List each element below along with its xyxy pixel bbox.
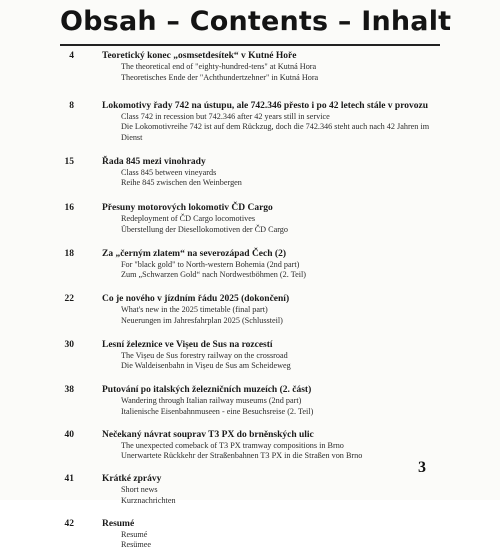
toc-page-number: 15 xyxy=(64,156,74,167)
toc-entry[interactable] xyxy=(0,429,500,462)
toc-page-number: 22 xyxy=(64,294,74,304)
toc-page-number: 41 xyxy=(64,474,74,484)
toc-translation: Zum „Schwarzen Gold“ nach Nordwestböhmen (2. Teil) xyxy=(121,270,307,279)
toc-translation: Class 742 in recession but 742.346 after 42 years still in service xyxy=(121,111,330,121)
toc-heading: Přesuny motorových lokomotiv ČD Cargo xyxy=(102,203,273,213)
toc-page-number: 18 xyxy=(64,248,74,259)
toc-entry[interactable] xyxy=(0,384,500,417)
toc-translation: Wandering through Italian railway museums (2nd part) xyxy=(121,396,302,405)
toc-entry[interactable] xyxy=(0,473,500,506)
toc-translation: Die Lokomotivreihe 742 ist auf dem Rückzug, doch die 742.346 steht auch nach 42 Jahren im Dienst xyxy=(121,122,430,142)
toc-page-number: 38 xyxy=(64,385,74,395)
toc-translation: The Vișeu de Sus forestry railway on the crossroad xyxy=(121,350,288,360)
toc-translation: Unerwartete Rückkehr der Straßenbahnen T3 PX in die Straßen von Brno xyxy=(121,451,363,460)
toc-entry[interactable] xyxy=(0,100,500,144)
toc-translation: Kurznachrichten xyxy=(121,495,176,505)
toc-heading: Teoretický konec „osmsetdesítek“ v Kutné Hoře xyxy=(102,51,297,61)
toc-translation: Redeployment of ČD Cargo locomotives xyxy=(121,214,256,223)
toc-heading: Nečekaný návrat souprav T3 PX do brněnských ulic xyxy=(102,429,314,440)
toc-translation: Überstellung der Diesellokomotiven der ČD Cargo xyxy=(121,224,288,234)
toc-translation: Reihe 845 zwischen den Weinbergen xyxy=(121,178,242,187)
toc-heading: Putování po italských železničních muzeích (2. část) xyxy=(102,385,312,395)
toc-page-number: 40 xyxy=(64,429,74,440)
toc-translation: What's new in the 2025 timetable (final part) xyxy=(121,305,268,314)
toc-entry[interactable] xyxy=(0,50,500,83)
toc-page-number: 30 xyxy=(64,339,74,350)
toc-translation: For "black gold" to North-western Bohemia (2nd part) xyxy=(121,259,300,269)
toc-translation: Short news xyxy=(121,485,158,494)
toc-page-number: 42 xyxy=(64,518,74,529)
toc-translation: Resumé xyxy=(121,529,148,539)
page-number: 3 xyxy=(418,459,426,476)
toc-translation: Neuerungen im Jahresfahrplan 2025 (Schlussteil) xyxy=(121,315,283,325)
toc-page-number: 4 xyxy=(69,51,74,61)
toc-entry[interactable] xyxy=(0,518,500,551)
toc-translation: Resümee xyxy=(121,540,152,549)
toc-page-number: 8 xyxy=(69,100,74,111)
page-title: Obsah – Contents – Inhalt xyxy=(60,6,452,37)
title-rule xyxy=(60,44,440,46)
toc-translation: Class 845 between vineyards xyxy=(121,167,217,177)
toc-heading: Řada 845 mezi vinohrady xyxy=(102,156,206,167)
toc-page-number: 16 xyxy=(64,203,74,213)
toc-heading: Lesní železnice ve Vișeu de Sus na rozcestí xyxy=(102,339,273,350)
toc-heading: Krátké zprávy xyxy=(102,474,162,484)
toc-translation: Die Waldeisenbahn in Vișeu de Sus am Scheideweg xyxy=(121,361,291,370)
toc-translation: Theoretisches Ende der "Achthundertzehner" in Kutná Hora xyxy=(121,72,319,82)
toc-translation: The unexpected comeback of T3 PX tramway compositions in Brno xyxy=(121,440,344,450)
toc-entry[interactable] xyxy=(0,339,500,372)
toc-entry[interactable] xyxy=(0,156,500,189)
toc-translation: Italienische Eisenbahnmuseen - eine Besuchsreise (2. Teil) xyxy=(121,406,314,416)
toc-heading: Lokomotivy řady 742 na ústupu, ale 742.346 přesto i po 42 letech stále v provozu xyxy=(102,100,429,111)
toc-heading: Co je nového v jízdním řádu 2025 (dokončení) xyxy=(102,294,290,304)
toc-entry[interactable] xyxy=(0,202,500,235)
toc-heading: Resumé xyxy=(102,518,135,529)
toc-entry[interactable] xyxy=(0,248,500,281)
toc-translation: The theoretical end of "eighty-hundred-tens" at Kutná Hora xyxy=(121,62,317,71)
toc-entry[interactable] xyxy=(0,293,500,326)
toc-heading: Za „černým zlatem“ na severozápad Čech (2) xyxy=(102,248,286,259)
